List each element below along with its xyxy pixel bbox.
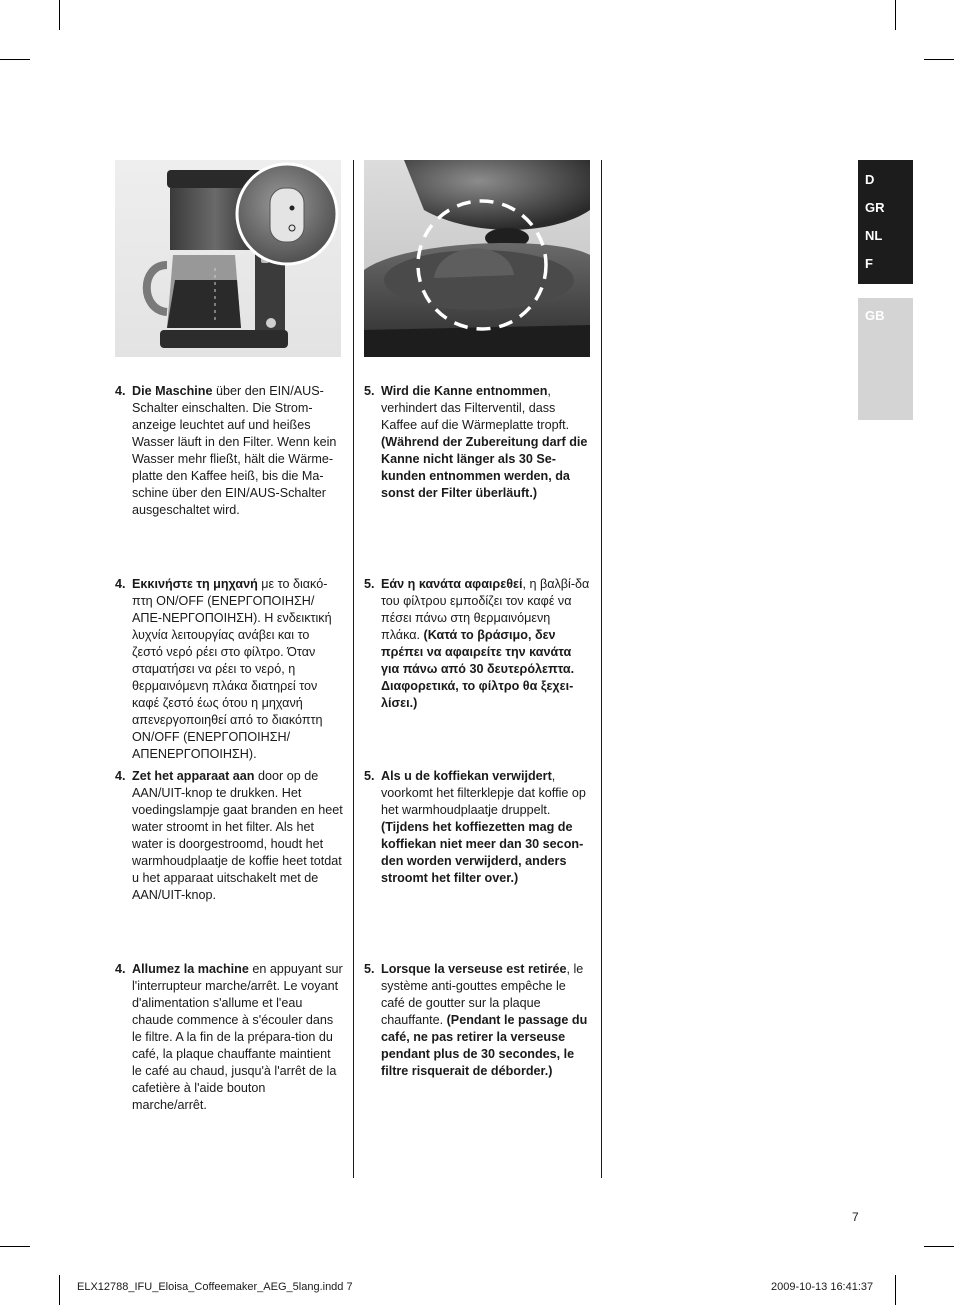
step-number: 4. <box>115 962 126 976</box>
step-warning: (Κατά το βράσιμο, δεν πρέπει να αφαιρείτε την κανάτα για πάνω από 30 δευτερόλεπτα. Διαφορετικά, το φίλτρο θα ξεχει-λίσει.) <box>381 628 575 710</box>
footer-filename: ELX12788_IFU_Eloisa_Coffeemaker_AEG_5lang.indd 7 <box>77 1281 353 1293</box>
step-number: 4. <box>115 577 126 591</box>
step-text: με το διακό-πτη ON/OFF (ΕΝΕΡΓΟΠΟΙΗΣΗ/ΑΠΕ-ΝΕΡΓΟΠΟΙΗΣΗ). Η ενδεικτική λυχνία λειτουργίας ανάβει και το ζεστό νερό ρέει στο φίλτρο. Όταν σταματήσει να ρέει το νερό, η θερμαινόμενη πλάκα διατηρεί τον καφέ ζεστό έως ότου η μηχανή απενεργοποιηθεί από το διακόπτη ON/OFF (ΕΝΕΡΓΟΠΟΙΗΣΗ/ ΑΠΕΝΕΡΓΟΠΟΙΗΣΗ). <box>132 577 332 761</box>
nl-step5 <box>364 768 592 887</box>
language-code: NL <box>865 228 883 243</box>
gr-step4 <box>115 576 343 763</box>
column-divider <box>601 160 602 1178</box>
gr-step5 <box>364 576 592 712</box>
step-number: 5. <box>364 769 375 783</box>
page-number: 7 <box>852 1210 859 1224</box>
column-divider <box>353 160 354 1178</box>
fr-step4 <box>115 961 343 1114</box>
crop-mark <box>924 1246 954 1247</box>
coffeemaker-switch-illustration <box>115 160 341 357</box>
step-title: Wird die Kanne entnommen <box>381 384 548 398</box>
language-code: D <box>865 172 875 187</box>
step-title: Allumez la machine <box>132 962 249 976</box>
de-step4 <box>115 383 343 519</box>
step-text: en appuyant sur l'interrupteur marche/arrêt. Le voyant d'alimentation s'allume et l'eau chaude commence à s'écouler dans le filtre. A la fin de la prépara-tion du café, la plaque chauffante maintient le café au chaud, jusqu'à l'arrêt de la cafetière à l'aide bouton marche/arrêt. <box>132 962 343 1112</box>
step-title: Lorsque la verseuse est retirée <box>381 962 567 976</box>
language-tab-active <box>858 160 913 284</box>
crop-mark <box>59 0 60 30</box>
crop-mark <box>895 1275 896 1305</box>
language-code: GR <box>865 200 885 215</box>
nl-step4 <box>115 768 343 904</box>
step-text: door op de AAN/UIT-knop te drukken. Het voedingslampje gaat branden en heet water stroomt in het filter. Als het water is doorgestroomd, houdt het warmhoudplaatje de koffie heet totdat u het apparaat uitschakelt met de AAN/UIT-knop. <box>132 769 343 902</box>
step-title: Als u de koffiekan verwijdert <box>381 769 552 783</box>
step-number: 4. <box>115 384 126 398</box>
crop-mark <box>59 1275 60 1305</box>
step-number: 5. <box>364 384 375 398</box>
footer-timestamp: 2009-10-13 16:41:37 <box>771 1281 874 1293</box>
crop-mark <box>895 0 896 30</box>
step-title: Zet het apparaat aan <box>132 769 255 783</box>
step-text: , verhindert das Filterventil, dass Kaffee auf die Wärmeplatte tropft. <box>381 384 570 432</box>
step-title: Die Maschine <box>132 384 213 398</box>
filter-valve-illustration <box>364 160 590 357</box>
step-number: 4. <box>115 769 126 783</box>
crop-mark <box>0 59 30 60</box>
step-warning: (Während der Zubereitung darf die Kanne nicht länger als 30 Se-kunden entnommen werden, da sonst der Filter überläuft.) <box>381 435 588 500</box>
step-text: über den EIN/AUS-Schalter einschalten. Die Strom-anzeige leuchtet auf und heißes Wasser läuft in den Filter. Wenn kein Wasser mehr fließt, hält die Wärme-platte den Kaffee heiß, bis die Ma-schine über den EIN/AUS-Schalter ausgeschaltet wird. <box>132 384 337 517</box>
step-title: Εκκινήστε τη μηχανή <box>132 577 258 591</box>
de-step5 <box>364 383 592 502</box>
crop-mark <box>0 1246 30 1247</box>
step-title: Εάν η κανάτα αφαιρεθεί <box>381 577 523 591</box>
language-tab-inactive <box>858 298 913 420</box>
step-text: , voorkomt het filterklepje dat koffie op het warmhoudplaatje druppelt. <box>381 769 586 817</box>
step-number: 5. <box>364 962 375 976</box>
step-warning: (Pendant le passage du café, ne pas retirer la verseuse pendant plus de 30 secondes, le filtre risquerait de déborder.) <box>381 1013 588 1078</box>
language-code: F <box>865 256 873 271</box>
step-warning: (Tijdens het koffiezetten mag de koffiekan niet meer dan 30 secon-den worden verwijderd, anders stroomt het filter over.) <box>381 820 584 885</box>
fr-step5 <box>364 961 592 1080</box>
step-text: , le système anti-gouttes empêche le café de goutter sur la plaque chauffante. <box>381 962 584 1027</box>
step-text: , η βαλβί-δα του φίλτρου εμποδίζει τον καφέ να πέσει πάνω στη θερμαινόμενη πλάκα. <box>381 577 590 642</box>
crop-mark <box>924 59 954 60</box>
step-number: 5. <box>364 577 375 591</box>
language-code: GB <box>865 308 885 323</box>
